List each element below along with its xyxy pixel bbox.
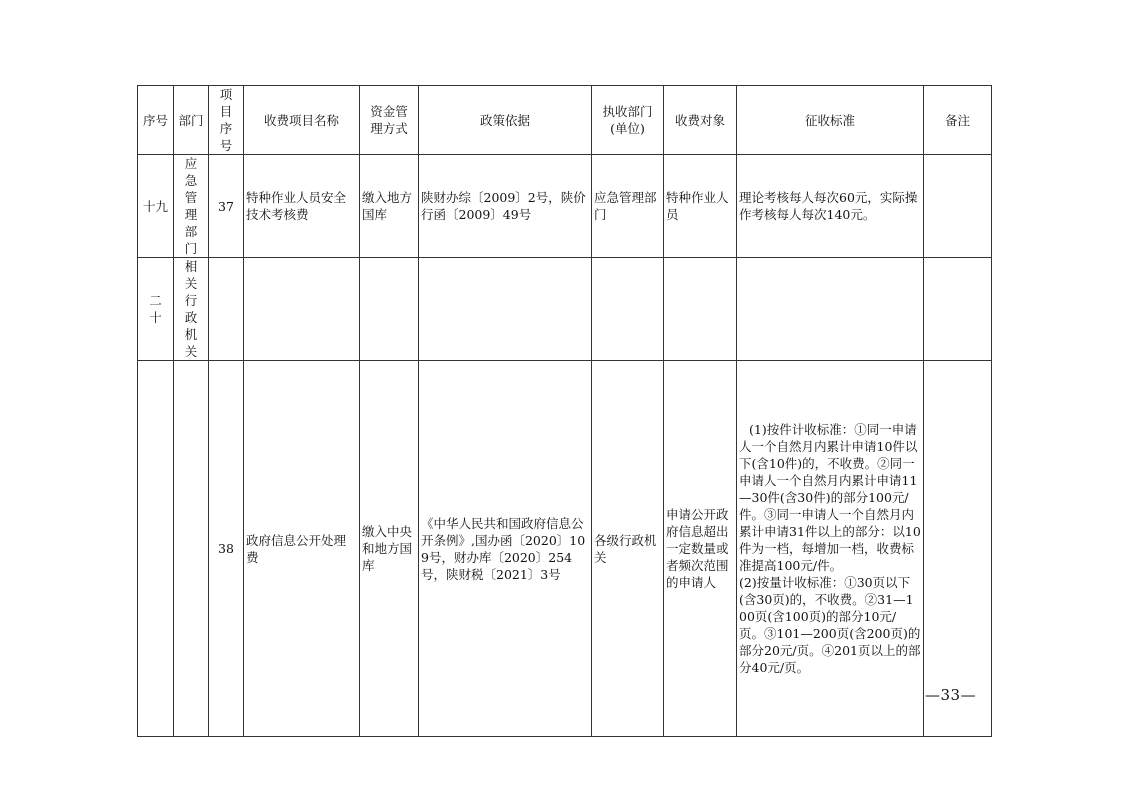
cell-remark — [924, 155, 992, 258]
cell-target: 特种作业人员 — [664, 155, 737, 258]
cell-remark — [924, 361, 992, 737]
cell-policy: 陕财办综〔2009〕2号，陕价行函〔2009〕49号 — [419, 155, 592, 258]
fee-table — [137, 85, 992, 737]
table-row — [138, 155, 992, 258]
cell-policy — [419, 258, 592, 361]
page-number: —33— — [925, 686, 977, 704]
standard-paragraph-by-page: (2)按量计收标准：①30页以下(含30页)的，不收费。②31—100页(含100页)的部分10元/页。③101—200页(含200页)的部分20元/页。④201页以上的部分40元/页。 — [739, 575, 921, 675]
header-target: 收费对象 — [664, 86, 737, 155]
header-item-name: 收费项目名称 — [244, 86, 360, 155]
cell-item-no — [209, 258, 244, 361]
cell-remark — [924, 258, 992, 361]
cell-standard — [737, 258, 924, 361]
cell-seq: 二十 — [138, 258, 174, 361]
header-dept: 部门 — [174, 86, 209, 155]
standard-paragraph-by-item: (1)按件计收标准：①同一申请人一个自然月内累计申请10件以下(含10件)的，不收费。②同一申请人一个自然月内累计申请11—30件(含30件)的部分100元/件。③同一申请人一个自然月内累计申请31件以上的部分：以10件为一档，每增加一档，收费标准提高100元/件。 — [739, 422, 921, 573]
cell-item-name — [244, 258, 360, 361]
header-standard: 征收标准 — [737, 86, 924, 155]
cell-standard — [737, 361, 924, 737]
cell-item-no: 37 — [209, 155, 244, 258]
header-fund-mgmt: 资金管理方式 — [360, 86, 419, 155]
cell-exec-dept: 应急管理部门 — [592, 155, 664, 258]
cell-policy: 《中华人民共和国政府信息公开条例》,国办函〔2020〕109号，财办库〔2020〕254 号，陕财税〔2021〕3号 — [419, 361, 592, 737]
cell-exec-dept: 各级行政机关 — [592, 361, 664, 737]
cell-standard: 理论考核每人每次60元，实际操作考核每人每次140元。 — [737, 155, 924, 258]
cell-target: 申请公开政府信息超出一定数量或者频次范围的申请人 — [664, 361, 737, 737]
cell-item-name: 特种作业人员安全技术考核费 — [244, 155, 360, 258]
cell-dept: 应急管理部门 — [174, 155, 209, 258]
table-row — [138, 258, 992, 361]
header-seq: 序号 — [138, 86, 174, 155]
cell-item-name: 政府信息公开处理费 — [244, 361, 360, 737]
cell-dept — [174, 361, 209, 737]
header-remark: 备注 — [924, 86, 992, 155]
cell-fund-mgmt: 缴入地方国库 — [360, 155, 419, 258]
header-policy: 政策依据 — [419, 86, 592, 155]
cell-target — [664, 258, 737, 361]
cell-seq: 十九 — [138, 155, 174, 258]
cell-item-no: 38 — [209, 361, 244, 737]
cell-exec-dept — [592, 258, 664, 361]
table-row — [138, 361, 992, 737]
cell-fund-mgmt — [360, 258, 419, 361]
cell-seq — [138, 361, 174, 737]
header-item-no: 项目序号 — [209, 86, 244, 155]
cell-dept: 相关行政机关 — [174, 258, 209, 361]
header-row — [138, 86, 992, 155]
header-exec-dept: 执收部门(单位) — [592, 86, 664, 155]
cell-fund-mgmt: 缴入中央和地方国库 — [360, 361, 419, 737]
